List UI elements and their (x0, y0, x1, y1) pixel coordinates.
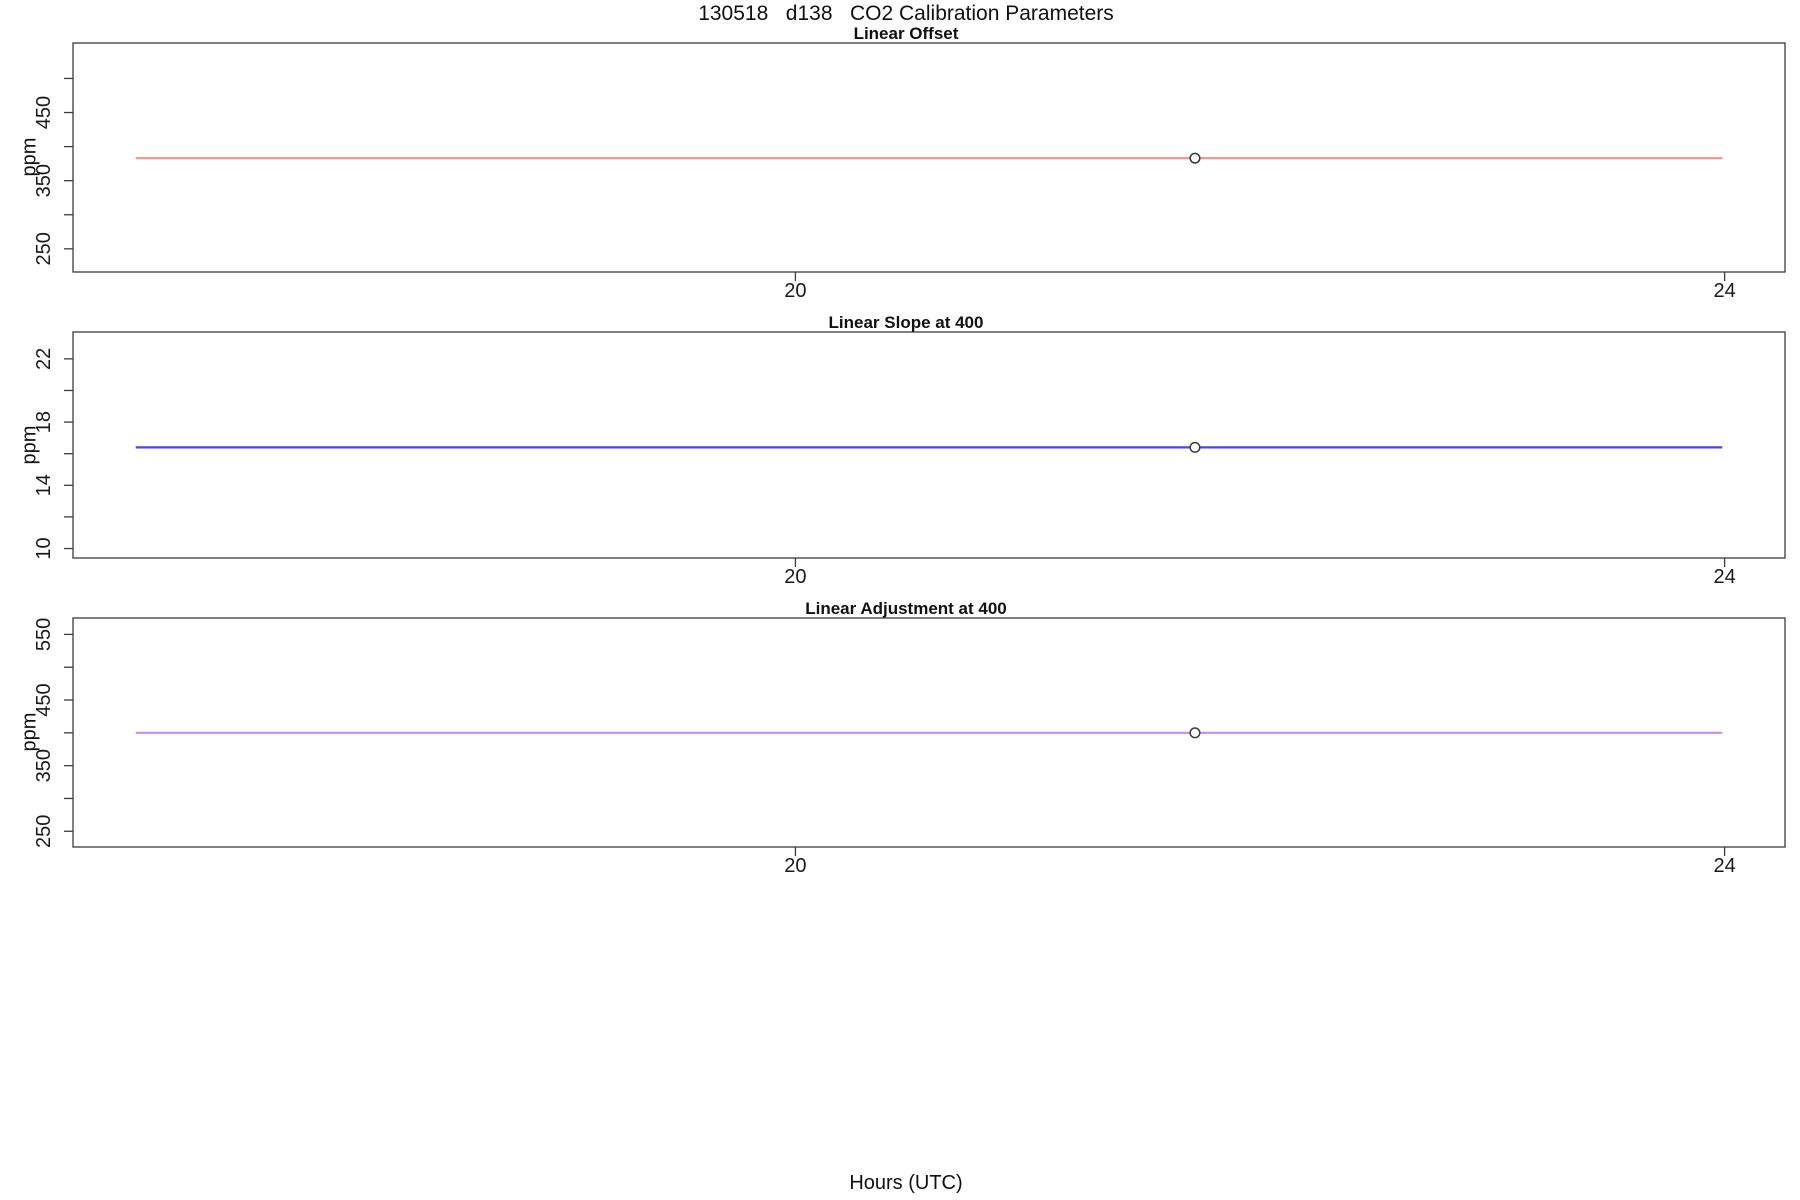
panel3-title: Linear Adjustment at 400 (805, 599, 1007, 618)
panel3-y-axis-label: ppm (18, 712, 41, 752)
y-tick-label: 250 (33, 814, 55, 848)
x-axis-label: Hours (UTC) (849, 1172, 963, 1194)
x-tick-label: 20 (784, 566, 807, 588)
x-tick-label: 24 (1713, 280, 1736, 302)
panel1-y-axis-label: ppm (18, 137, 41, 177)
x-tick-label: 24 (1713, 855, 1736, 877)
x-tick-label: 20 (784, 280, 807, 302)
y-tick-label: 550 (33, 617, 55, 652)
y-tick-label: 22 (33, 347, 55, 370)
plot-box (73, 332, 1785, 558)
y-tick-label: 350 (33, 748, 55, 783)
y-tick-label: 450 (33, 95, 55, 130)
data-point-marker (1190, 153, 1200, 163)
data-point-marker (1190, 728, 1200, 738)
y-tick-label: 350 (33, 163, 55, 198)
figure-title: 130518 d138 CO2 Calibration Parameters (698, 2, 1114, 25)
x-tick-label: 20 (784, 855, 807, 877)
y-tick-label: 18 (33, 410, 55, 434)
y-tick-label: 10 (33, 537, 55, 560)
y-tick-label: 450 (33, 683, 55, 717)
y-tick-label: 250 (33, 232, 55, 266)
panel1-title: Linear Offset (853, 24, 959, 43)
panel2-title: Linear Slope at 400 (828, 313, 984, 332)
x-tick-label: 24 (1713, 566, 1736, 588)
panel2-y-axis-label: ppm (18, 425, 41, 465)
data-point-marker (1190, 443, 1200, 453)
y-tick-label: 14 (33, 474, 55, 497)
